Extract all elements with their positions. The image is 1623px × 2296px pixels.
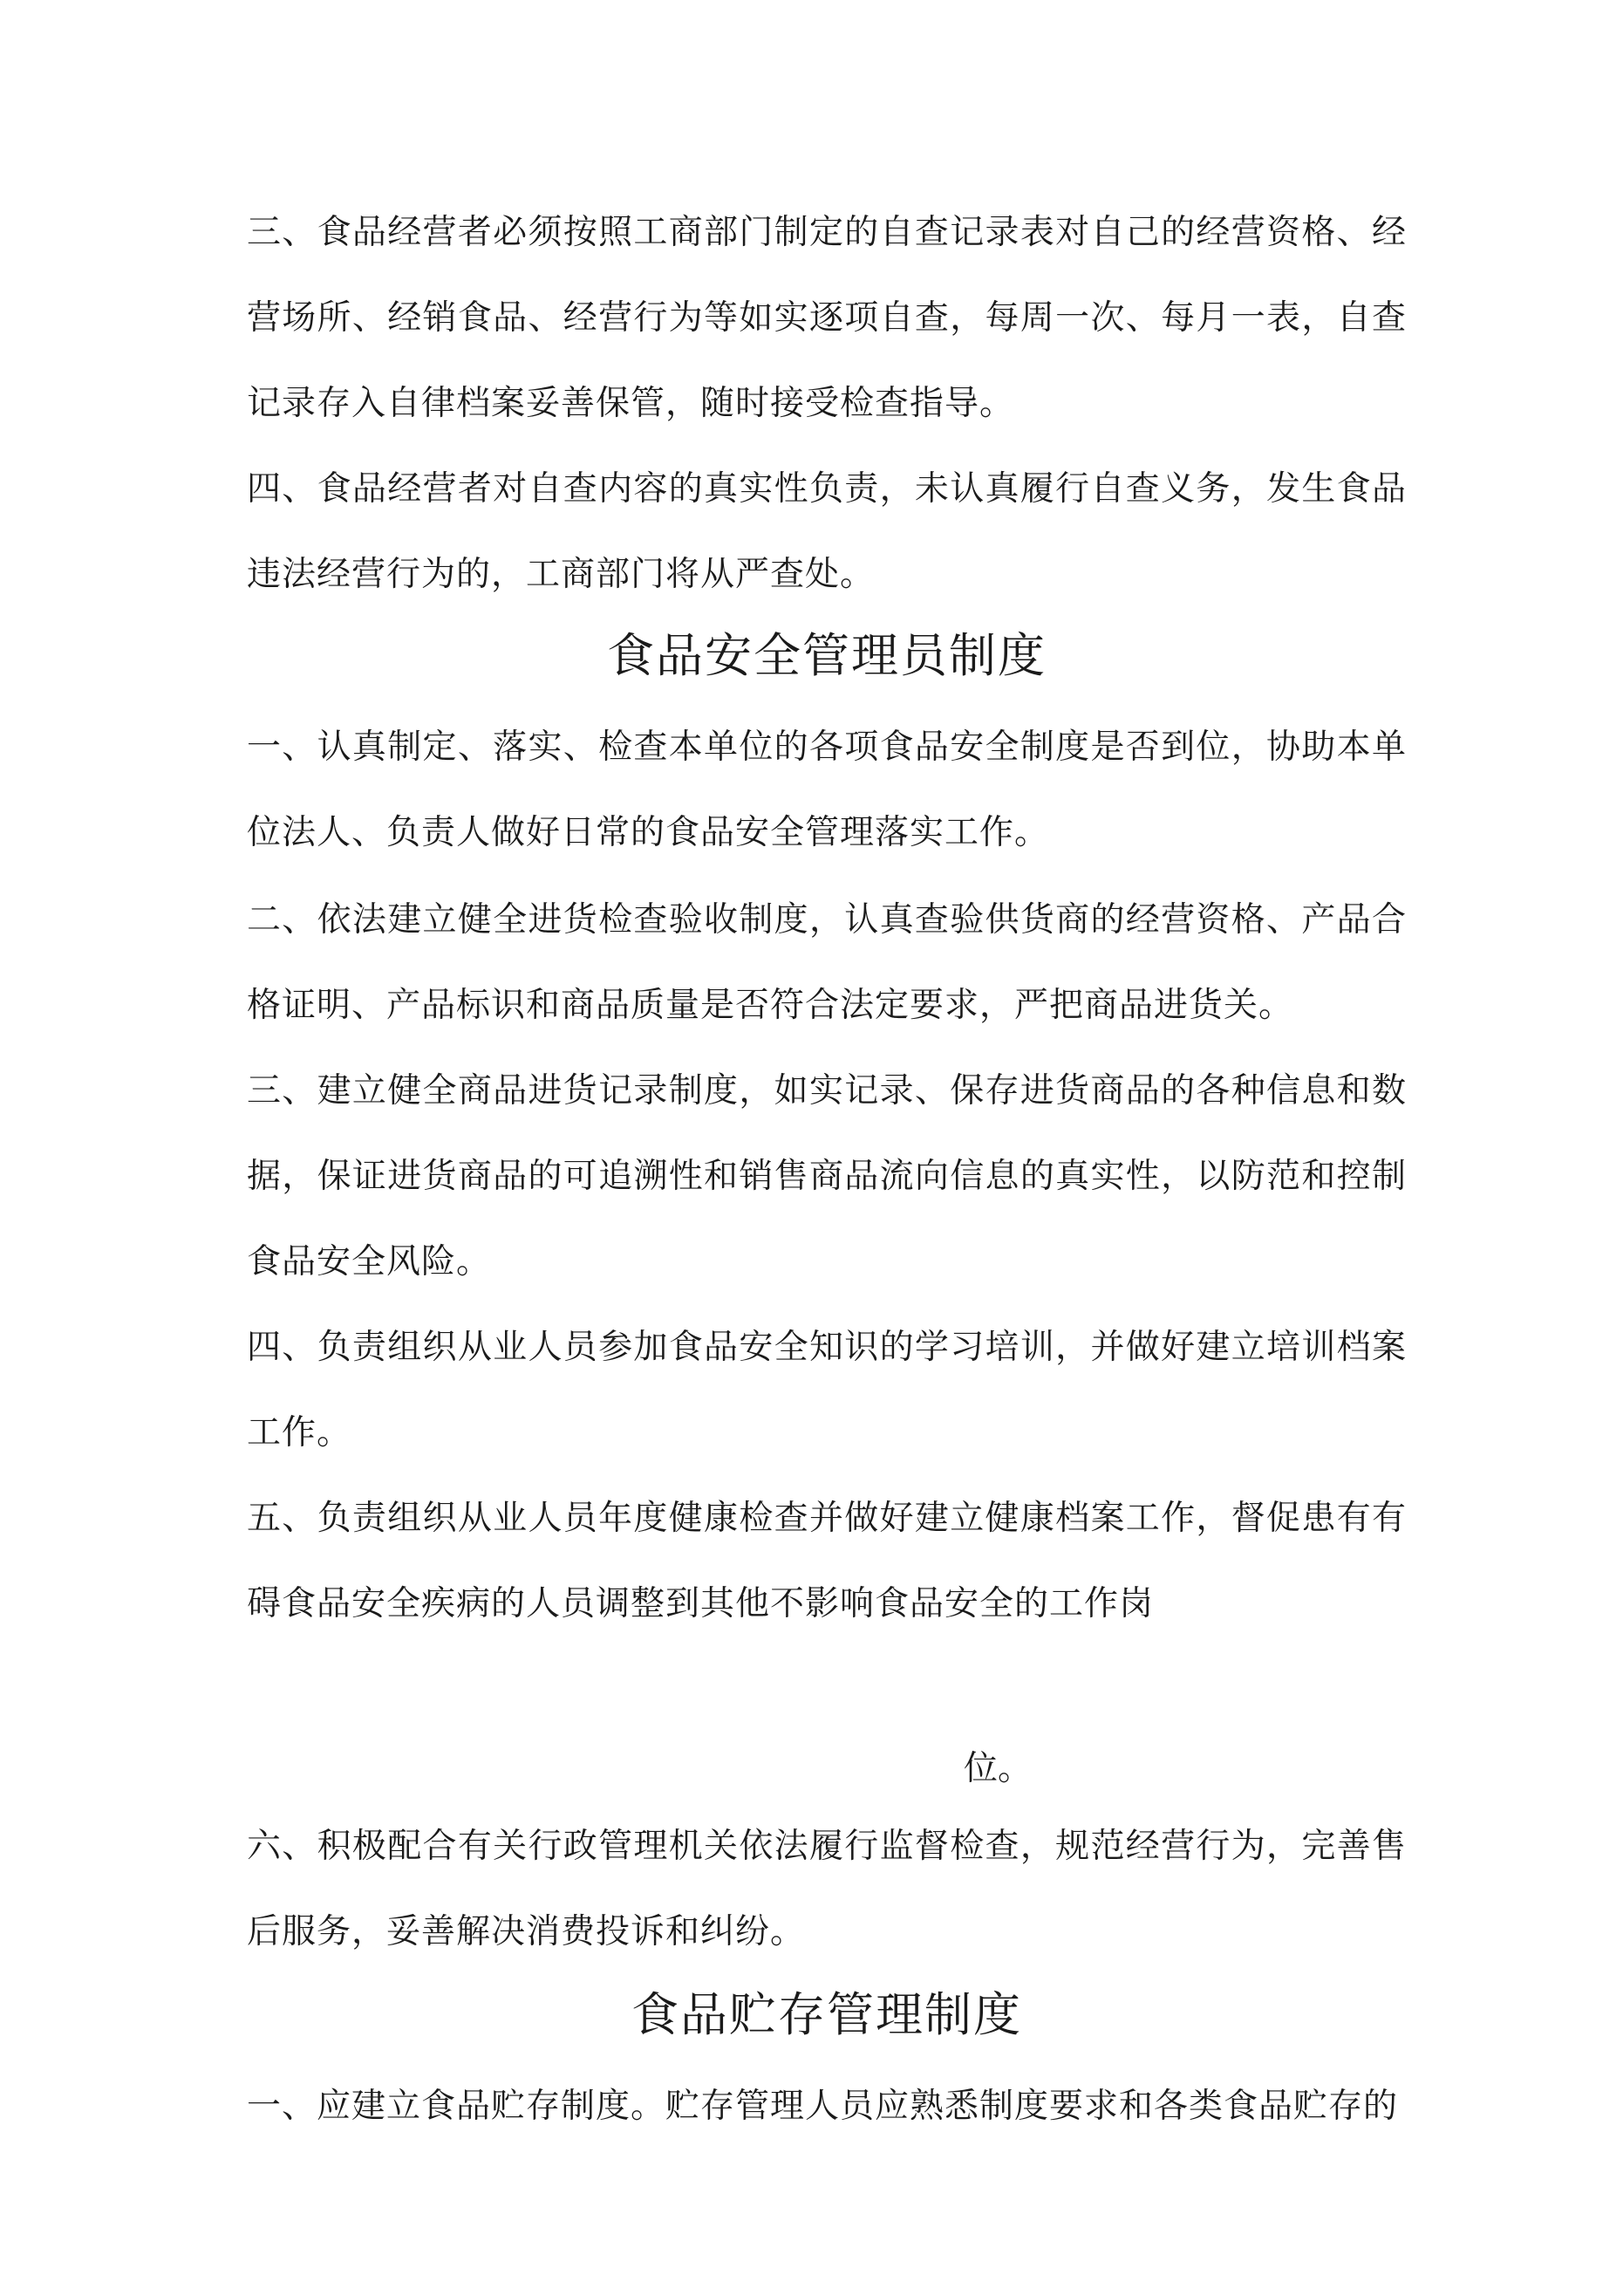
paragraph-manager-item-2: 二、依法建立健全进货检查验收制度，认真查验供货商的经营资格、产品合格证明、产品标识和商品质量是否符合法定要求，严把商品进货关。 bbox=[247, 900, 1407, 1025]
paragraph-manager-item-5: 五、负责组织从业人员年度健康检查并做好建立健康档案工作，督促患有有碍食品安全疾病的人员调整到其他不影响食品安全的工作岗 bbox=[247, 1499, 1407, 1623]
section-title-food-safety-manager: 食品安全管理员制度 bbox=[607, 628, 1047, 683]
paragraph-self-inspection-record: 三、食品经营者必须按照工商部门制定的自查记录表对自己的经营资格、经营场所、经销食品、经营行为等如实逐项自查，每周一次、每月一表，自查记录存入自律档案妥善保管，随时接受检查指导。 bbox=[247, 213, 1407, 423]
paragraph-self-inspection-responsibility: 四、食品经营者对自查内容的真实性负责，未认真履行自查义务，发生食品违法经营行为的，工商部门将从严查处。 bbox=[247, 469, 1407, 594]
paragraph-storage-item-1: 一、应建立食品贮存制度。贮存管理人员应熟悉制度要求和各类食品贮存的 bbox=[247, 2087, 1399, 2126]
section-title-food-storage: 食品贮存管理制度 bbox=[631, 1987, 1022, 2042]
paragraph-manager-item-6: 六、积极配合有关行政管理机关依法履行监督检查，规范经营行为，完善售后服务，妥善解决消费投诉和纠纷。 bbox=[247, 1827, 1407, 1951]
paragraph-manager-item-4: 四、负责组织从业人员参加食品安全知识的学习培训，并做好建立培训档案工作。 bbox=[247, 1328, 1407, 1452]
paragraph-manager-item-3: 三、建立健全商品进货记录制度，如实记录、保存进货商品的各种信息和数据，保证进货商品的可追溯性和销售商品流向信息的真实性，以防范和控制食品安全风险。 bbox=[247, 1071, 1407, 1281]
paragraph-manager-item-5-tail: 位。 bbox=[964, 1749, 1033, 1788]
paragraph-manager-item-1: 一、认真制定、落实、检查本单位的各项食品安全制度是否到位，协助本单位法人、负责人做好日常的食品安全管理落实工作。 bbox=[247, 728, 1407, 852]
